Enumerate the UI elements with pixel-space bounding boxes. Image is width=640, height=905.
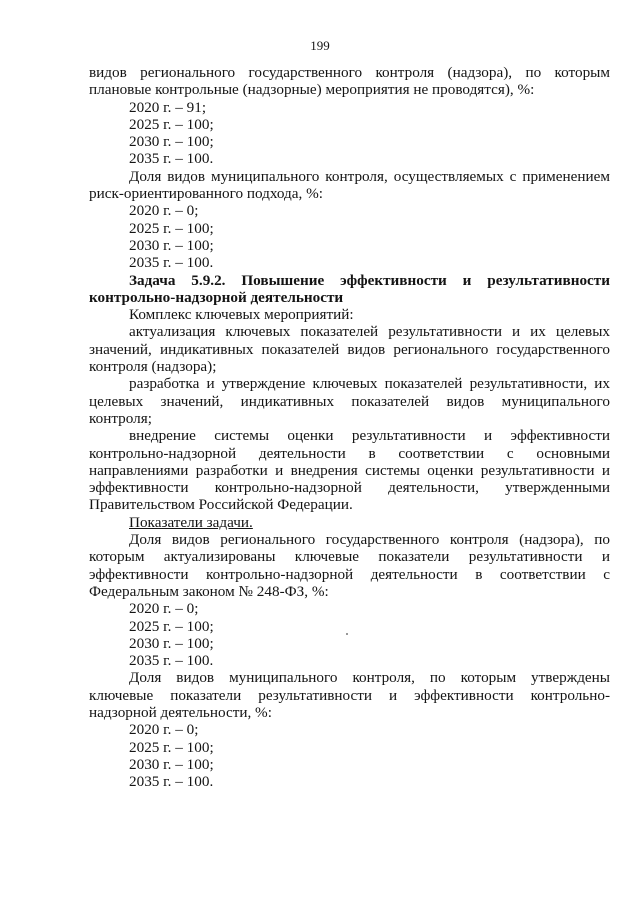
text-line: Доля видов регионального государственного контроля (надзора), по bbox=[129, 531, 610, 549]
text-line: актуализация ключевых показателей результативности и их целевых bbox=[129, 323, 610, 341]
text-line: контроля; bbox=[89, 409, 152, 427]
value-line: 2030 г. – 100; bbox=[129, 236, 214, 254]
text-line: риск-ориентированного подхода, %: bbox=[89, 185, 323, 203]
value-line: 2020 г. – 0; bbox=[129, 600, 199, 618]
value-line: 2035 г. – 100. bbox=[129, 254, 214, 272]
indicators-label: Показатели задачи. bbox=[129, 513, 253, 531]
value-line: 2030 г. – 100; bbox=[129, 755, 214, 773]
value-line: 2025 г. – 100; bbox=[129, 617, 214, 635]
text-line: направлениями разработки и внедрения системы оценки результативности и bbox=[89, 461, 610, 479]
text-line: которым актуализированы ключевые показатели результативности и bbox=[89, 548, 610, 566]
page-number: 199 bbox=[310, 38, 330, 53]
text-line: разработка и утверждение ключевых показателей результативности, их bbox=[129, 375, 610, 393]
text-line: контрольно-надзорной деятельности в соответствии с основными bbox=[89, 444, 610, 462]
value-line: 2020 г. – 0; bbox=[129, 721, 199, 739]
text-line: Правительством Российской Федерации. bbox=[89, 496, 353, 514]
text-line: Доля видов муниципального контроля, по которым утверждены bbox=[129, 669, 610, 687]
text-line: целевых значений, индикативных показателей видов муниципального bbox=[89, 392, 610, 410]
task-heading: Задача 5.9.2. Повышение эффективности и результативности bbox=[129, 271, 610, 289]
value-line: 2020 г. – 0; bbox=[129, 202, 199, 220]
value-line: 2035 г. – 100. bbox=[129, 652, 214, 670]
text-line: видов регионального государственного контроля (надзора), по которым bbox=[89, 64, 610, 81]
text-line: внедрение системы оценки результативности и эффективности bbox=[129, 427, 610, 445]
scan-speck bbox=[346, 633, 348, 635]
text-line: Комплекс ключевых мероприятий: bbox=[129, 306, 354, 324]
text-line: эффективности контрольно-надзорной деятельности, утвержденными bbox=[89, 479, 610, 497]
text-line: Доля видов муниципального контроля, осуществляемых с применением bbox=[129, 167, 610, 185]
text-line: эффективности контрольно-надзорной деятельности в соответствии с bbox=[89, 565, 610, 583]
text-line: ключевые показатели результативности и эффективности контрольно- bbox=[89, 686, 610, 704]
text-line: Федеральным законом № 248-ФЗ, %: bbox=[89, 582, 329, 600]
text-line: контроля (надзора); bbox=[89, 358, 217, 376]
value-line: 2025 г. – 100; bbox=[129, 219, 214, 237]
text-line: надзорной деятельности, %: bbox=[89, 703, 272, 721]
section-label bbox=[89, 514, 610, 531]
text-line: значений, индикативных показателей видов регионального государственного bbox=[89, 340, 610, 358]
value-line: 2025 г. – 100; bbox=[129, 738, 214, 756]
value-line: 2025 г. – 100; bbox=[129, 115, 214, 133]
value-line: 2030 г. – 100; bbox=[129, 634, 214, 652]
task-heading: контрольно-надзорной деятельности bbox=[89, 288, 344, 306]
text-line: плановые контрольные (надзорные) мероприятия не проводятся), %: bbox=[89, 81, 535, 99]
value-line: 2035 г. – 100. bbox=[129, 773, 214, 791]
value-line: 2035 г. – 100. bbox=[129, 150, 214, 168]
value-line: 2030 г. – 100; bbox=[129, 133, 214, 151]
page-body bbox=[89, 64, 610, 790]
value-line: 2020 г. – 91; bbox=[129, 98, 207, 116]
